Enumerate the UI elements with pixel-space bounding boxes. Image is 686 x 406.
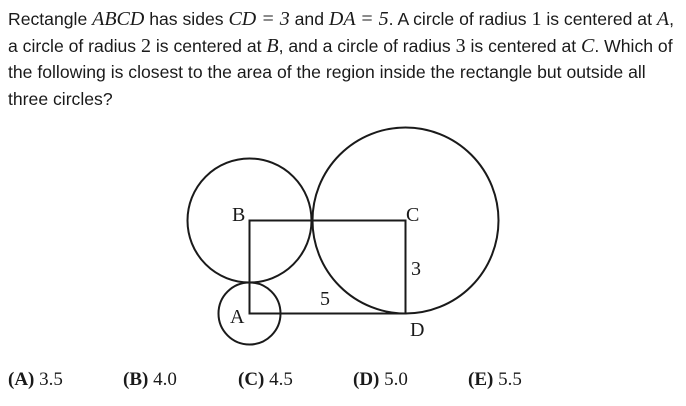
choice-c[interactable] — [238, 369, 293, 391]
math-cd-length: CD = 3 — [228, 8, 290, 30]
problem-text: is centered at — [150, 35, 267, 56]
choice-a[interactable] — [8, 369, 63, 391]
label-c: C — [406, 204, 420, 226]
math-rectangle-name: ABCD — [92, 8, 145, 30]
problem-text: is centered at — [465, 35, 582, 56]
problem-text: , a circle of radius — [8, 9, 674, 56]
choice-d[interactable] — [353, 369, 408, 391]
math-center-a: A — [656, 8, 670, 30]
problem-text: , and a circle of radius — [278, 35, 456, 56]
problem-text: is centered at — [541, 9, 657, 29]
choice-letter: (D) — [353, 369, 380, 390]
label-b: B — [232, 204, 246, 226]
choice-letter: (B) — [123, 369, 149, 390]
problem-text: has sides — [144, 9, 229, 29]
math-da-length: DA = 5 — [328, 8, 389, 30]
label-side-da: 5 — [320, 288, 330, 310]
choice-value: 5.0 — [384, 369, 408, 390]
math-center-c: C — [581, 34, 595, 57]
label-d: D — [410, 319, 425, 341]
problem-text: Rectangle — [8, 9, 93, 29]
choice-value: 4.5 — [269, 369, 293, 390]
problem-text: . A circle of radius — [388, 9, 532, 29]
choice-letter: (E) — [468, 369, 494, 390]
choice-value: 5.5 — [498, 369, 522, 390]
math-center-b: B — [266, 34, 279, 57]
math-radius-b: 2 — [140, 34, 151, 57]
choice-value: 4.0 — [153, 369, 177, 390]
choice-e[interactable] — [468, 369, 522, 391]
label-side-cd: 3 — [411, 258, 421, 280]
math-radius-a: 1 — [531, 8, 542, 30]
choice-b[interactable] — [123, 369, 177, 391]
choice-value: 3.5 — [39, 369, 63, 390]
choice-letter: (C) — [238, 369, 265, 390]
label-a: A — [230, 306, 245, 328]
problem-text: . Which of the following is closest to the area of the region inside the rectangle but outside all three circles? — [8, 35, 673, 109]
answer-choices — [8, 369, 648, 397]
problem-text: and — [289, 9, 329, 29]
math-radius-c: 3 — [455, 34, 466, 57]
choice-letter: (A) — [8, 369, 35, 390]
